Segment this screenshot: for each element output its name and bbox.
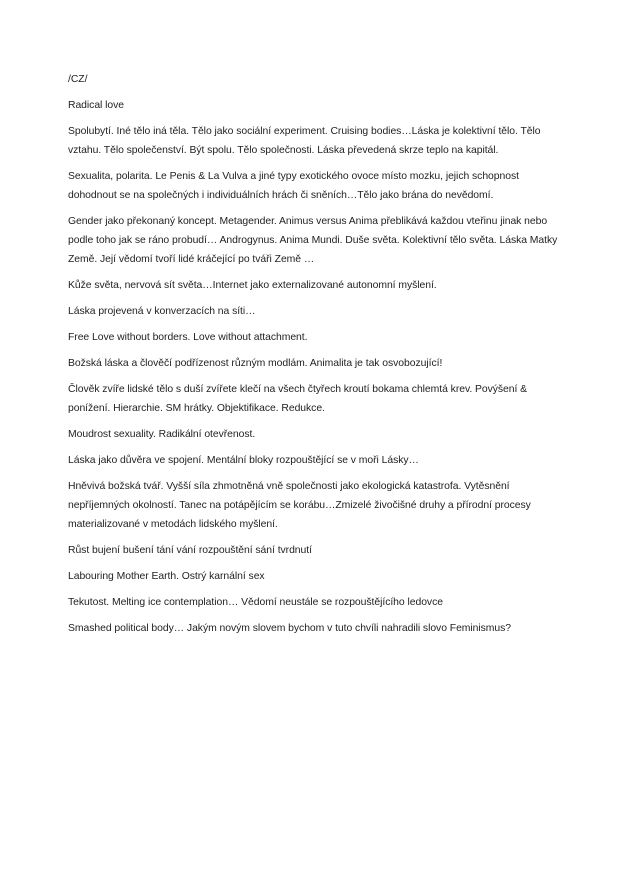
paragraph: Růst bujení bušení tání vání rozpouštění sání tvrdnutí <box>68 545 312 556</box>
paragraph: Člověk zvíře lidské tělo s duší zvířete klečí na všech čtyřech kroutí bokama chlemtá krev. Povýšení & ponížení. Hierarchie. SM hrátky. Objektifikace. Redukce. <box>68 384 528 414</box>
paragraph: Labouring Mother Earth. Ostrý karnální sex <box>68 571 265 582</box>
paragraph: Sexualita, polarita. Le Penis & La Vulva a jiné typy exotického ovoce místo mozku, jejich schopnost dohodnout se na společných i individuálních hrách či sněních…Tělo jako brána do nevědomí. <box>68 171 519 201</box>
paragraph: Free Love without borders. Love without attachment. <box>68 332 308 343</box>
paragraph: Spolubytí. Iné tělo iná těla. Tělo jako sociální experiment. Cruising bodies…Láska je kolektivní tělo. Tělo vztahu. Tělo společenství. Být spolu. Tělo společnosti. Láska převedená skrze teplo na kapitál. <box>68 126 541 156</box>
paragraph: Hněvivá božská tvář. Vyšší síla zhmotněná vně společnosti jako ekologická katastrofa. Vytěsnění nepříjemných okolností. Tanec na potápějícím se korábu…Zmizelé živočišné druhy a přírodní procesy materializované v metodách lidského myšlení. <box>68 481 531 530</box>
paragraph: Gender jako překonaný koncept. Metagender. Animus versus Anima přeblikává každou vteřinu jinak nebo podle toho jak se ráno probudí… Androgynus. Anima Mundi. Duše světa. Kolektivní tělo světa. Láska Matky Země. Její vědomí tvoří lidé kráčející po tváři Země … <box>68 216 558 265</box>
paragraph: Božská láska a člověčí podřízenost různým modlám. Animalita je tak osvobozující! <box>68 358 443 369</box>
document-page <box>68 70 558 645</box>
paragraph: Tekutost. Melting ice contemplation… Vědomí neustále se rozpouštějícího ledovce <box>68 597 443 608</box>
paragraph: Moudrost sexuality. Radikální otevřenost. <box>68 429 256 440</box>
paragraph: Kůže světa, nervová sít světa…Internet jako externalizované autonomní myšlení. <box>68 280 437 291</box>
paragraph: Smashed political body… Jakým novým slovem bychom v tuto chvíli nahradili slovo Feminismus? <box>68 623 511 634</box>
paragraph: Láska jako důvěra ve spojení. Mentální bloky rozpouštějící se v moři Lásky… <box>68 455 419 466</box>
language-tag: /CZ/ <box>68 74 88 85</box>
document-title: Radical love <box>68 100 125 111</box>
paragraph: Láska projevená v konverzacích na síti… <box>68 306 256 317</box>
